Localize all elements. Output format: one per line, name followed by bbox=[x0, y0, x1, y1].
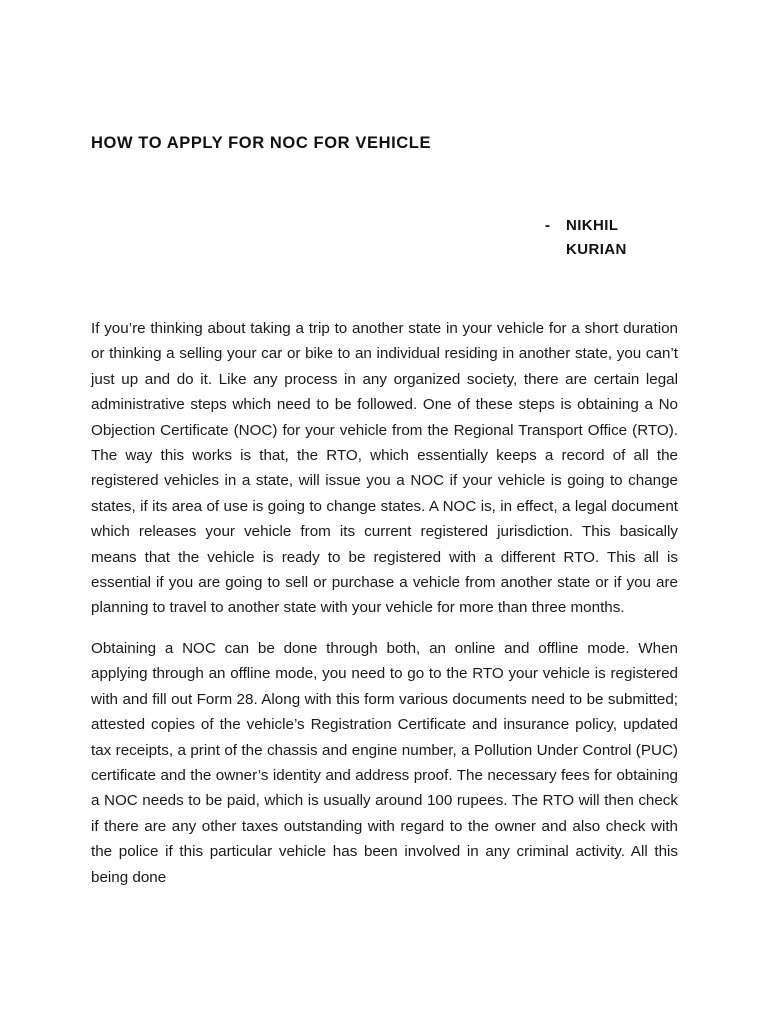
author-name: NIKHIL KURIAN bbox=[566, 217, 627, 258]
author-dash: - bbox=[545, 217, 551, 234]
paragraph-2: Obtaining a NOC can be done through both, an online and offline mode. When applying through an offline mode, you need to go to the RTO your vehicle is registered with and fill out Form 28. Along with this form various documents need to be submitted; attested copies of the vehicle’s Registration Certificate and insurance policy, updated tax receipts, a print of the chassis and engine number, a Pollution Under Control (PUC) certificate and the owner’s identity and address proof. The necessary fees for obtaining a NOC needs to be paid, which is usually around 100 rupees. The RTO will then check if there are any other taxes outstanding with regard to the owner and also check with the police if this particular vehicle has been involved in any criminal activity. All this being done bbox=[91, 639, 678, 886]
paragraph-1: If you’re thinking about taking a trip to another state in your vehicle for a short duration or thinking a selling your car or bike to an individual residing in another state, you can’t just up and do it. Like any process in any organized society, there are certain legal administrative steps which need to be followed. One of these steps is obtaining a No Objection Certificate (NOC) for your vehicle from the Regional Transport Office (RTO). The way this works is that, the RTO, which essentially keeps a record of all the registered vehicles in a state, will issue you a NOC if your vehicle is going to change states, if its area of use is going to change states. A NOC is, in effect, a legal document which releases your vehicle from its current registered jurisdiction. This basically means that the vehicle is ready to be registered with a different RTO. This all is essential if you are going to sell or purchase a vehicle from another state or if you are planning to travel to another state with your vehicle for more than three months. bbox=[91, 320, 678, 617]
document-title: HOW TO APPLY FOR NOC FOR VEHICLE bbox=[91, 134, 432, 152]
document-body bbox=[91, 316, 678, 905]
